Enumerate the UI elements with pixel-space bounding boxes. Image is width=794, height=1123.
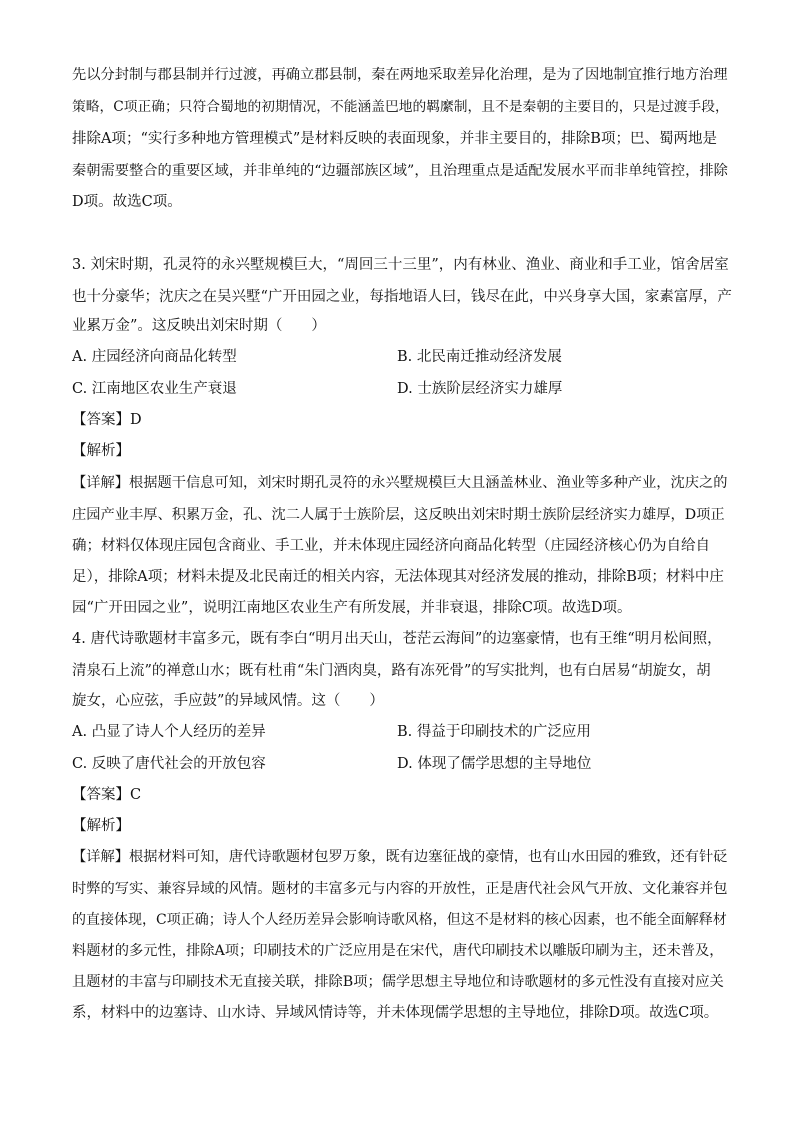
analysis-label: 【解析】 (72, 443, 130, 459)
text-line: D项。故选C项。 (72, 194, 182, 210)
detail-line: 足），排除A项；材料未提及北民南迁的相关内容，无法体现其对经济发展的推动，排除B项；材料中庄 (72, 569, 724, 585)
detail-line: 确；材料仅体现庄园包含商业、手工业，并未体现庄园经济向商品化转型（庄园经济核心仍为自给自 (72, 538, 710, 554)
option-c: C. 江南地区农业生产衰退 (72, 381, 237, 397)
question-stem-line: 3. 刘宋时期，孔灵符的永兴墅规模巨大，“周回三十三里”，内有林业、渔业、商业和手工业，馆舍居室 (72, 257, 729, 273)
question-stem-line: 旋女，心应弦，手应鼓”的异域风情。这（ ） (72, 693, 384, 709)
detail-line: 【详解】根据题干信息可知，刘宋时期孔灵符的永兴墅规模巨大且涵盖林业、渔业等多种产业，沈庆之的 (72, 475, 728, 491)
detail-line: 的直接体现，C项正确；诗人个人经历差异会影响诗歌风格，但这不是材料的核心因素，也不能全面解释材 (72, 912, 727, 928)
answer-label: 【答案】D (72, 412, 142, 428)
option-b: B. 北民南迁推动经济发展 (397, 349, 562, 365)
text-line: 策略，C项正确；只符合蜀地的初期情况，不能涵盖巴地的羁縻制，且不是秦朝的主要目的，只是过渡手段， (72, 99, 729, 115)
detail-line: 【详解】根据材料可知，唐代诗歌题材包罗万象，既有边塞征战的豪情，也有山水田园的雅致，还有针砭 (72, 849, 728, 865)
answer-label: 【答案】C (72, 787, 142, 803)
analysis-label: 【解析】 (72, 818, 130, 834)
detail-line: 庄园产业丰厚、积累万金，孔、沈二人属于士族阶层，这反映出刘宋时期士族阶层经济实力雄厚，D项正 (72, 507, 725, 523)
question-stem-line: 清泉石上流”的禅意山水；既有杜甫“朱门酒肉臭，路有冻死骨”的写实批判，也有白居易“胡旋女，胡 (72, 663, 711, 679)
option-c: C. 反映了唐代社会的开放包容 (72, 756, 266, 772)
detail-line: 园“广开田园之业”，说明江南地区农业生产有所发展，并非衰退，排除C项。故选D项。 (72, 600, 632, 616)
option-b: B. 得益于印刷技术的广泛应用 (397, 724, 591, 740)
text-line: 排除A项；“实行多种地方管理模式”是材料反映的表面现象，并非主要目的，排除B项；巴、蜀两地是 (72, 131, 717, 147)
question-stem-line: 4. 唐代诗歌题材丰富多元，既有李白“明月出天山，苍茫云海间”的边塞豪情，也有王维“明月松间照， (72, 631, 722, 647)
text-line: 秦朝需要整合的重要区域，并非单纯的“边疆部族区域”，且治理重点是适配发展水平而非单纯管控，排除 (72, 163, 728, 179)
option-a: A. 庄园经济向商品化转型 (72, 349, 237, 365)
option-d: D. 士族阶层经济实力雄厚 (397, 381, 563, 397)
detail-line: 时弊的写实、兼容异域的风情。题材的丰富多元与内容的开放性，正是唐代社会风气开放、文化兼容并包 (72, 881, 728, 897)
detail-line: 系，材料中的边塞诗、山水诗、异域风情诗等，并未体现儒学思想的主导地位，排除D项。故选C项。 (72, 1005, 719, 1021)
text-line: 先以分封制与郡县制并行过渡，再确立郡县制，秦在两地采取差异化治理，是为了因地制宜推行地方治理 (72, 67, 728, 83)
question-stem-line: 业累万金”。这反映出刘宋时期（ ） (72, 318, 326, 334)
option-d: D. 体现了儒学思想的主导地位 (397, 756, 592, 772)
option-a: A. 凸显了诗人个人经历的差异 (72, 724, 266, 740)
detail-line: 且题材的丰富与印刷技术无直接关联，排除B项；儒学思想主导地位和诗歌题材的多元性没有直接对应关 (72, 974, 724, 990)
question-stem-line: 也十分豪华；沈庆之在吴兴墅“广开田园之业，每指地语人曰，钱尽在此，中兴身享大国，家素富厚，产 (72, 289, 732, 305)
detail-line: 料题材的多元性，排除A项；印刷技术的广泛应用是在宋代，唐代印刷技术以雕版印刷为主，还未普及， (72, 943, 724, 959)
